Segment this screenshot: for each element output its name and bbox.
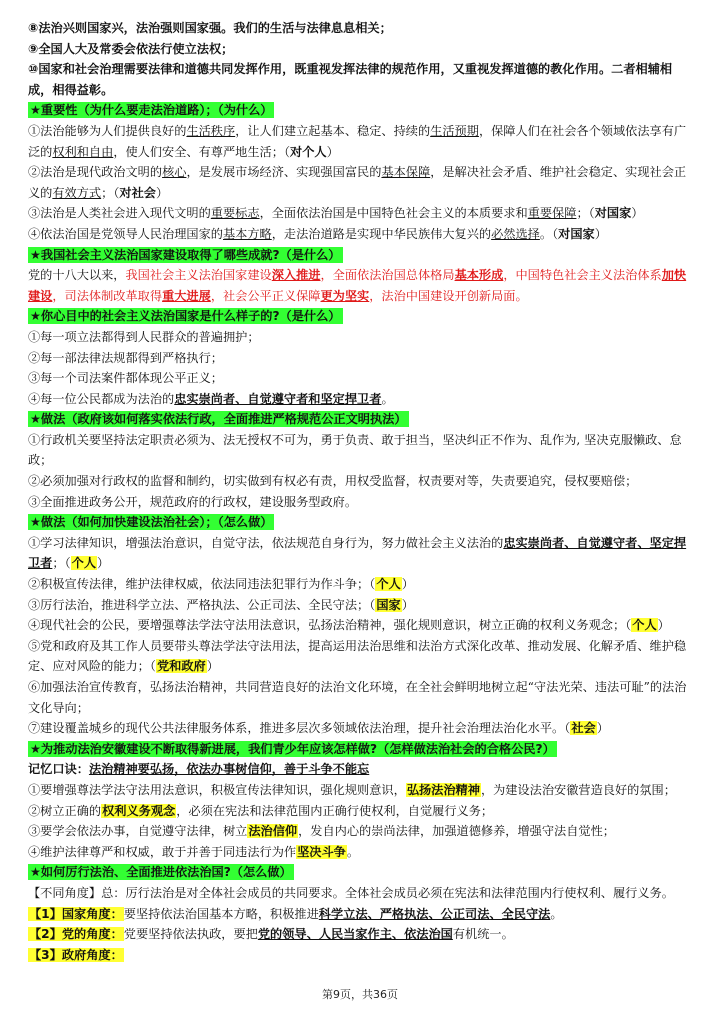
list-item: ⑦建设覆盖城乡的现代公共法律服务体系，推进多层次多领域依法治理，提升社会治理法治化水平。（社会） xyxy=(28,721,609,736)
list-item: ③每一个司法案件都体现公平正义； xyxy=(28,371,223,386)
list-item: ③全面推进政务公开，规范政府的行政权，建设服务型政府。 xyxy=(28,494,358,509)
line-9: ⑨全国人大及常委会依法行使立法权； xyxy=(28,41,234,56)
section-heading-achievements: ★我国社会主义法治国家建设取得了哪些成就?（是什么） xyxy=(30,247,341,262)
paragraph: 党的十八大以来，我国社会主义法治国家建设深入推进，全面依法治国总体格局基本形成，中国特色社会主义法治体系加快建设，司法体制改革取得重大进展，社会公平正义保障更为坚实，法治中国建设开创新局面。 xyxy=(28,268,687,303)
list-item: ③要学会依法办事，自觉遵守法律，树立法治信仰，发自内心的崇尚法律，加强道德修养，增强守法自觉性； xyxy=(28,824,615,839)
section-heading-government: ★做法（政府该如何落实依法行政，全面推进严格规范公正文明执法） xyxy=(30,412,407,427)
paragraph: 【不同角度】总：厉行法治是对全体社会成员的共同要求。全体社会成员必须在宪法和法律范围内行使权利、履行义务。 xyxy=(28,885,674,900)
section-heading-rule-of-law-society: ★做法（如何加快建设法治社会）；（怎么做） xyxy=(30,515,273,530)
mnemonic: 记忆口诀：法治精神要弘扬，依法办事树信仰，善于斗争不能忘 xyxy=(28,762,370,777)
line-8: ⑧法治兴则国家兴，法治强则国家强。我们的生活与法律息息相关； xyxy=(28,21,392,35)
list-item: ⑥加强法治宣传教育，弘扬法治精神，共同营造良好的法治文化环境，在全社会鲜明地树立起“守法光荣、违法可耻”的法治文化导向； xyxy=(28,680,687,715)
list-item: ②必须加强对行政权的监督和制约，切实做到有权必有责，用权受监督，权责要对等，失责要追究，侵权要赔偿； xyxy=(28,474,638,489)
list-item: ④现代社会的公民，要增强尊法学法守法用法意识，弘扬法治精神，强化规则意识，树立正确的权利义务观念；（个人） xyxy=(28,618,670,633)
line-10: ⑩国家和社会治理需要法律和道德共同发挥作用，既重视发挥法律的规范作用，又重视发挥道德的教化作用。二者相辅相成，相得益彰。 xyxy=(28,62,673,97)
list-item: 【1】国家角度：要坚持依法治国基本方略，积极推进科学立法、严格执法、公正司法、全民守法。 xyxy=(29,906,563,921)
section-heading-ideal-state: ★你心目中的社会主义法治国家是什么样子的?（是什么） xyxy=(30,309,341,324)
list-item: ⑤党和政府及其工作人员要带头尊法学法守法用法，提高运用法治思维和法治方式深化改革、推动发展、化解矛盾、维护稳定、应对风险的能力；（党和政府） xyxy=(28,638,687,674)
list-item: ②每一部法律法规都得到严格执行； xyxy=(28,350,223,365)
paragraph: ①法治能够为人们提供良好的生活秩序，让人们建立起基本、稳定、持续的生活预期，保障人们在社会各个领域依法享有广泛的权利和自由，使人们安全、有尊严地生活；（对个人） xyxy=(28,123,687,159)
section-heading-rule-of-law: ★如何厉行法治、全面推进依法治国?（怎么做） xyxy=(30,865,292,880)
paragraph: ③法治是人类社会进入现代文明的重要标志，全面依法治国是中国特色社会主义的本质要求和重要保障；（对国家） xyxy=(28,206,644,221)
list-item: ①每一项立法都得到人民群众的普遍拥护； xyxy=(28,329,260,344)
section-heading-importance: ★重要性（为什么要走法治道路）；（为什么） xyxy=(30,103,273,118)
paragraph: ②法治是现代政治文明的核心，是发展市场经济、实现强国富民的基本保障，是解决社会矛盾、维护社会稳定、实现社会正义的有效方式；（对社会） xyxy=(28,165,687,200)
section-heading-teenagers: ★为推动法治安徽建设不断取得新进展，我们青少年应该怎样做?（怎样做法治社会的合格公民?） xyxy=(30,741,555,756)
list-item: ②积极宣传法律，维护法律权威，依法同违法犯罪行为作斗争；（个人） xyxy=(28,577,414,592)
list-item: ④每一位公民都成为法治的忠实崇尚者、自觉遵守者和坚定捍卫者。 xyxy=(28,391,394,406)
list-item: ①要增强尊法学法守法用法意识，积极宣传法律知识，强化规则意识，弘扬法治精神，为建设法治安徽营造良好的氛围； xyxy=(28,782,676,797)
list-item: ①行政机关要坚持法定职责必须为、法无授权不可为，勇于负责、敢于担当，坚决纠正不作为、乱作为, 坚决克服懒政、怠政； xyxy=(28,432,682,468)
list-item: ②树立正确的权利义务观念，必须在宪法和法律范围内正确行使权利，自觉履行义务； xyxy=(28,803,494,818)
list-item: ④维护法律尊严和权威，敢于并善于同违法行为作坚决斗争。 xyxy=(28,844,360,859)
list-item: ①学习法律知识，增强法治意识，自觉守法，依法规范自身行为，努力做社会主义法治的忠实崇尚者、自觉遵守者、坚定捍卫者；（个人） xyxy=(28,535,687,571)
list-item: 【2】党的角度：党要坚持依法执政，要把党的领导、人民当家作主、依法治国有机统一。 xyxy=(29,927,514,942)
page-number: 第9页，共36页 xyxy=(322,988,398,1001)
document-page xyxy=(28,18,692,965)
list-item: 【3】政府角度： xyxy=(29,947,123,962)
paragraph: ④依法治国是党领导人民治理国家的基本方略，走法治道路是实现中华民族伟大复兴的必然选择。（对国家） xyxy=(28,226,607,241)
list-item: ③厉行法治，推进科学立法、严格执法、公正司法、全民守法；（国家） xyxy=(28,597,414,612)
